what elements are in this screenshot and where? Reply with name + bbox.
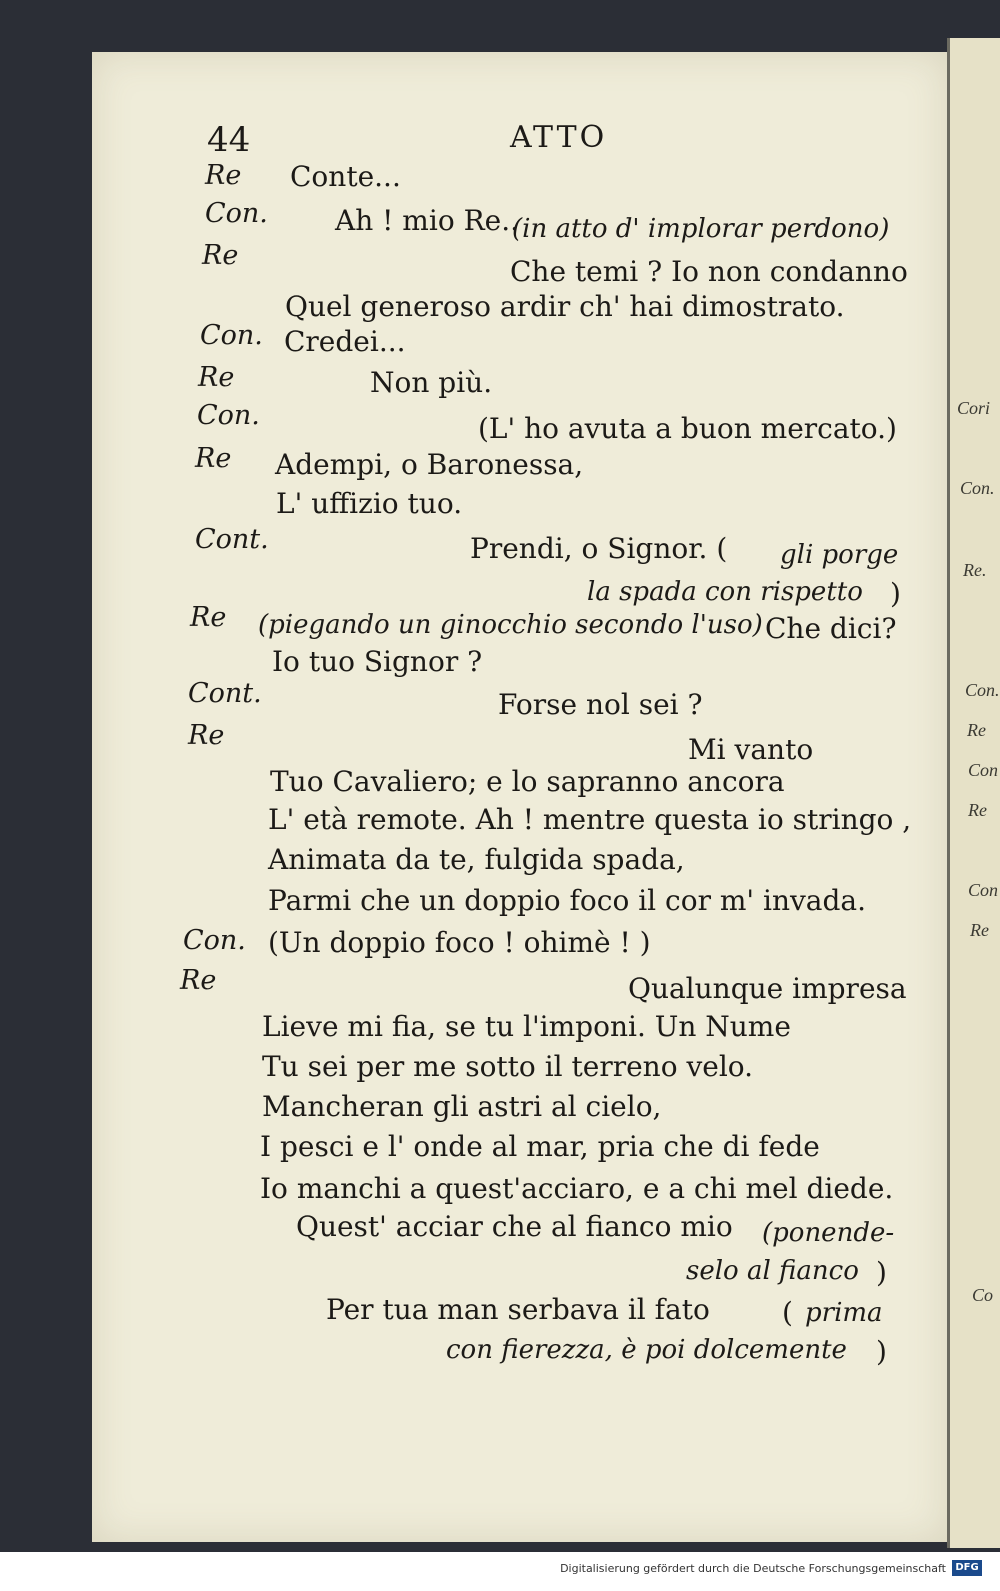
text-line: Che dici? [765, 612, 897, 645]
footer-credit: Digitalisierung gefördert durch die Deutsche Forschungsgemeinschaft [560, 1562, 946, 1575]
facing-page-speaker: Re [967, 720, 986, 740]
text-line: Conte... [290, 160, 401, 193]
stage-direction: con fierezza, è poi dolcemente [446, 1335, 847, 1365]
stage-direction: (in atto d' implorar perdono) [512, 214, 890, 244]
text-line: Io tuo Signor ? [272, 645, 483, 678]
facing-page-speaker: Re. [963, 560, 987, 580]
speaker-label: Cont. [188, 678, 262, 709]
text-line: L' età remote. Ah ! mentre questa io stringo , [268, 803, 912, 836]
text-line: Prendi, o Signor. ( [470, 532, 728, 565]
text-line: Animata da te, fulgida spada, [268, 843, 685, 876]
speaker-label: Cont. [195, 524, 269, 555]
text-line: ( [782, 1296, 793, 1329]
stage-direction: prima [805, 1298, 883, 1328]
facing-page-speaker: Con. [965, 680, 1000, 700]
text-line: Credei... [284, 325, 406, 358]
facing-page-speaker: Re [968, 800, 987, 820]
text-line: Non più. [370, 366, 493, 399]
facing-page-speaker: Cori [957, 398, 991, 418]
facing-page-speaker: Re [970, 920, 989, 940]
running-head: ATTO [510, 120, 608, 155]
facing-page-speaker: Con [968, 880, 999, 900]
speaker-label: Re [205, 160, 242, 191]
text-line: Tuo Cavaliero; e lo sapranno ancora [270, 765, 785, 798]
stage-direction: (ponende- [762, 1218, 895, 1248]
text-line: Che temi ? Io non condanno [510, 255, 908, 288]
text-line: I pesci e l' onde al mar, pria che di fede [260, 1130, 820, 1163]
stage-direction: selo al fianco [686, 1256, 859, 1286]
text-line: ) [890, 577, 901, 610]
text-line: Lieve mi fia, se tu l'imponi. Un Nume [262, 1010, 791, 1043]
text-line: ) [876, 1335, 887, 1368]
text-line: ) [876, 1256, 887, 1289]
speaker-label: Con. [183, 925, 246, 956]
text-line: Quest' acciar che al fianco mio [296, 1210, 733, 1243]
stage-direction: gli porge [780, 540, 899, 570]
dfg-logo-icon: DFG [952, 1560, 982, 1576]
speaker-label: Re [198, 362, 235, 393]
text-line: Adempi, o Baronessa, [275, 448, 584, 481]
text-line: Per tua man serbava il fato [326, 1293, 710, 1326]
speaker-label: Re [190, 602, 227, 633]
facing-page-edge [947, 38, 1000, 1548]
speaker-label: Re [195, 443, 232, 474]
stage-direction: (piegando un ginocchio secondo l'uso) [258, 610, 763, 640]
speaker-label: Re [188, 720, 225, 751]
text-line: Qualunque impresa [628, 972, 907, 1005]
text-line: (L' ho avuta a buon mercato.) [478, 412, 897, 445]
text-line: Mancheran gli astri al cielo, [262, 1090, 662, 1123]
text-line: Io manchi a quest'acciaro, e a chi mel diede. [260, 1172, 894, 1205]
text-line: Ah ! mio Re.. [335, 204, 520, 237]
facing-page-speaker: Con [968, 760, 999, 780]
text-line: Mi vanto [688, 733, 814, 766]
speaker-label: Con. [200, 320, 263, 351]
speaker-label: Con. [197, 400, 260, 431]
facing-page-speaker: Con. [960, 478, 995, 498]
text-line: Forse nol sei ? [498, 688, 703, 721]
page-number: 44 [207, 120, 251, 160]
text-line: L' uffizio tuo. [276, 487, 463, 520]
speaker-label: Con. [205, 198, 268, 229]
text-line: Parmi che un doppio foco il cor m' invada. [268, 884, 867, 917]
stage-direction: la spada con rispetto [587, 577, 863, 607]
speaker-label: Re [202, 240, 239, 271]
text-line: (Un doppio foco ! ohimè ! ) [268, 926, 651, 959]
digitization-footer [0, 1552, 1000, 1591]
text-line: Quel generoso ardir ch' hai dimostrato. [285, 290, 845, 323]
text-line: Tu sei per me sotto il terreno velo. [262, 1050, 754, 1083]
speaker-label: Re [180, 965, 217, 996]
facing-page-speaker: Co [972, 1285, 994, 1305]
